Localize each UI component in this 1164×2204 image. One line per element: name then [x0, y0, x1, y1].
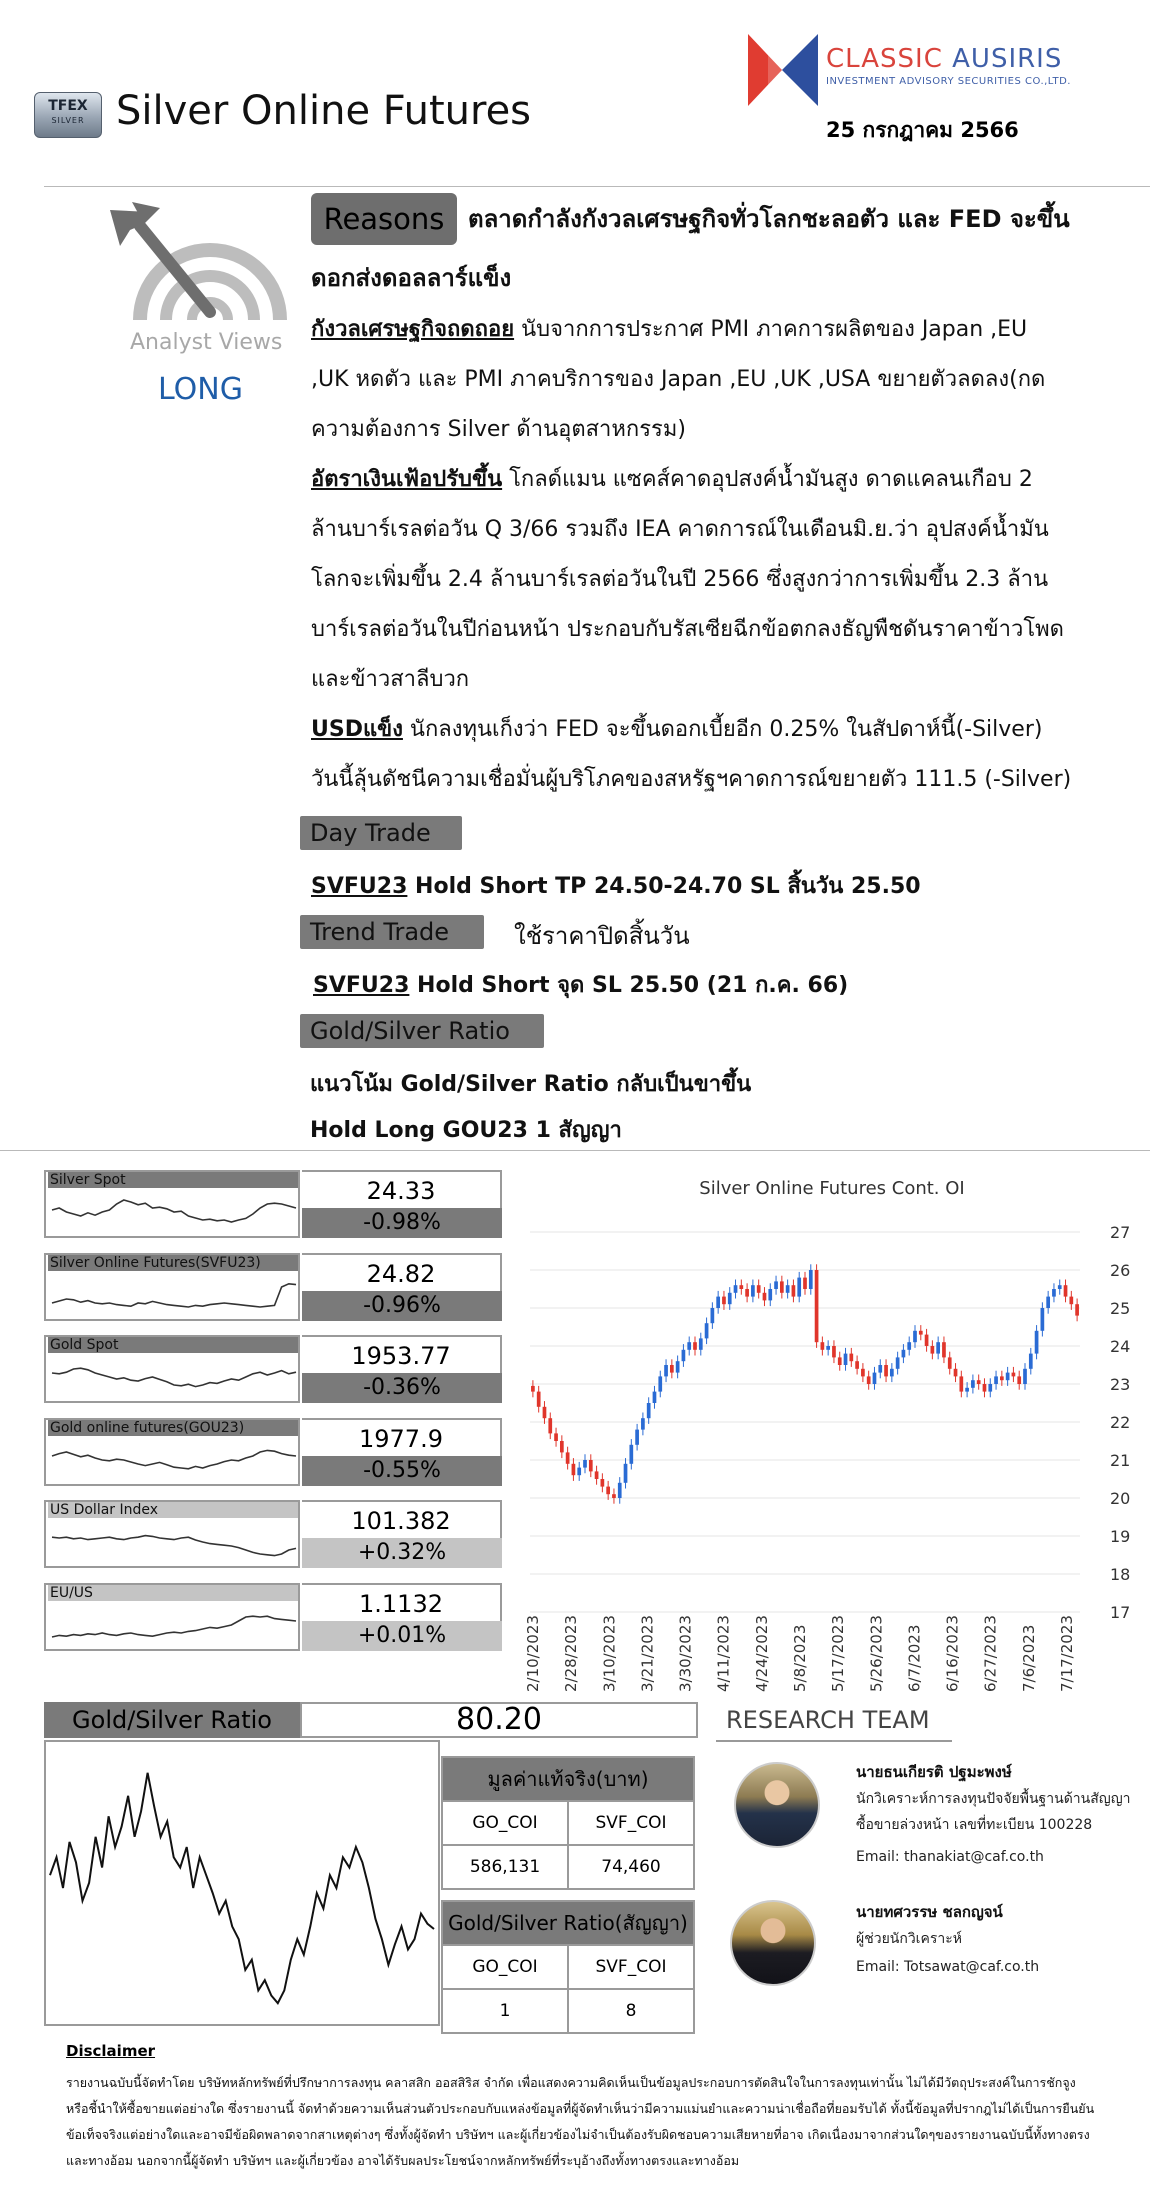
broker-logo-icon	[748, 34, 818, 106]
chart-x-tick-label: 5/17/2023	[829, 1615, 848, 1692]
indicator-value: 1953.77	[302, 1335, 502, 1373]
candlestick	[757, 1280, 761, 1299]
reason-1-line: ,UK หดตัว และ PMI ภาคบริการของ Japan ,EU ,UK ,USA ขยายตัวลดลง(กด	[311, 367, 1046, 392]
chart-title: Silver Online Futures Cont. OI	[699, 1178, 965, 1199]
indicator-sparkline	[44, 1253, 300, 1321]
reasons-headline-2: ดอกส่งดอลลาร์แข็ง	[311, 264, 512, 292]
broker-name	[826, 44, 1062, 74]
disclaimer-line: หรือชี้นำให้ซื้อขายแต่อย่างใด ซึ่งรายงานนี้ จัดทำด้วยความเห็นส่วนตัวประกอบกับแหล่งข้อมูลที่ผู้จัดทำเห็นว่ามีความแม่นยำและความน่าเชื่อถือที่ยอมรับได้ ทั้งนี้ข้อมูลที่ปรากฎไม่ได้เป็นการยืนยัน	[66, 2101, 1095, 2116]
indicator-title: US Dollar Index	[48, 1502, 298, 1518]
candlestick	[890, 1363, 894, 1382]
candlestick	[902, 1344, 906, 1363]
chart-y-ticks	[1110, 1223, 1130, 1622]
gsr-line-chart	[44, 1740, 440, 2026]
analyst-2-info	[856, 1926, 1039, 1980]
trend-trade-symbol: SVFU23	[313, 973, 410, 998]
candlestick	[566, 1447, 570, 1470]
reason-1-title: กังวลเศรษฐกิจถดถอย	[311, 317, 515, 342]
disclaimer-line: รายงานฉบับนี้จัดทำโดย บริษัทหลักทรัพย์ที่ปรึกษาการลงทุน คลาสสิก ออสสิริส จำกัด เพื่อแสดงความคิดเห็นเป็นข้อมูลประกอบการตัดสินใจในการลงทุนเท่านั้น ไม่ได้มีวัตถุประสงค์ในการชักจูง	[66, 2075, 1076, 2090]
candlestick	[577, 1462, 581, 1481]
candlestick	[994, 1371, 998, 1390]
indicator-panel	[44, 1253, 504, 1321]
reason-2-line: โกลด์แมน แซคส์คาดอุปสงค์น้ำมันสูง ดาดแคลนเกือบ 2	[502, 467, 1033, 492]
candlestick	[739, 1280, 743, 1295]
candlestick	[1035, 1325, 1039, 1359]
candlestick	[809, 1264, 813, 1294]
candlestick	[647, 1397, 651, 1424]
indicator-sparkline-line	[52, 1450, 296, 1468]
candlestick	[658, 1371, 662, 1398]
candlestick	[734, 1280, 738, 1299]
indicator-change: -0.96%	[302, 1291, 502, 1321]
analyst-1-role: นักวิเคราะห์การลงทุนปัจจัยพื้นฐานด้านสัญญา	[856, 1791, 1131, 1807]
indicator-change: +0.32%	[302, 1538, 502, 1568]
chart-y-tick-label: 24	[1110, 1337, 1131, 1356]
indicator-value: 1977.9	[302, 1418, 502, 1456]
candlestick	[826, 1340, 830, 1355]
ratio-cell: 8	[568, 1989, 694, 2033]
candlestick	[531, 1380, 535, 1397]
chart-x-tick-label: 6/16/2023	[943, 1615, 962, 1692]
header-divider	[44, 186, 1150, 187]
candlestick	[867, 1371, 871, 1390]
candlestick	[716, 1291, 720, 1314]
indicator-sparkline	[44, 1500, 300, 1568]
candlestick	[664, 1359, 668, 1382]
candlestick	[821, 1337, 825, 1356]
chart-x-tick-label: 7/17/2023	[1058, 1615, 1076, 1692]
candlestick	[803, 1272, 807, 1295]
candlestick	[548, 1413, 552, 1440]
candlestick	[786, 1280, 790, 1299]
indicator-panel	[44, 1500, 504, 1568]
candlestick	[682, 1344, 686, 1367]
indicator-value: 101.382	[302, 1500, 502, 1538]
candlestick	[959, 1371, 963, 1398]
candlestick	[670, 1359, 674, 1378]
ratio-col-header: SVF_COI	[568, 1945, 694, 1989]
indicator-value: 24.82	[302, 1253, 502, 1291]
reason-paragraph-3	[311, 705, 1111, 805]
gsr-value: 80.20	[300, 1702, 698, 1738]
chart-y-tick-label: 21	[1110, 1451, 1131, 1470]
candlestick	[606, 1481, 610, 1500]
candlestick	[589, 1454, 593, 1477]
candlestick	[797, 1272, 801, 1302]
candlestick	[925, 1329, 929, 1352]
analyst-view-value: LONG	[158, 372, 243, 407]
day-trade-instruction	[311, 868, 921, 903]
indicator-title: Silver Online Futures(SVFU23)	[48, 1255, 298, 1271]
chart-x-tick-label: 2/28/2023	[562, 1615, 581, 1692]
broker-name-classic: CLASSIC	[826, 44, 943, 74]
reason-2-line: โลกจะเพิ่มขึ้น 2.4 ล้านบาร์เรลต่อวันในปี 2566 ซึ่งสูงกว่าการเพิ่มขึ้น 2.3 ล้าน	[311, 567, 1049, 592]
coi-col-header: SVF_COI	[568, 1801, 694, 1845]
candlestick	[1012, 1367, 1016, 1382]
chart-x-tick-label: 3/30/2023	[676, 1615, 695, 1692]
candlestick	[653, 1386, 657, 1409]
tfex-logo	[34, 92, 102, 138]
candlestick	[988, 1378, 992, 1397]
candlestick	[763, 1287, 767, 1306]
reason-3-line: นักลงทุนเก็งว่า FED จะขึ้นดอกเบี้ยอีก 0.25% ในสัปดาห์นี้(-Silver)	[402, 717, 1043, 742]
tfex-logo-sub: SILVER	[51, 116, 85, 125]
candlestick	[612, 1489, 616, 1504]
gsr-title: Gold/Silver Ratio	[44, 1702, 300, 1738]
reason-3-line: วันนี้ลุ้นดัชนีความเชื่อมั่นผู้บริโภคของสหรัฐฯคาดการณ์ขยายตัว 111.5 (-Silver)	[311, 767, 1072, 792]
candlestick	[693, 1337, 697, 1356]
day-trade-label: Day Trade	[300, 816, 462, 850]
candlestick	[711, 1302, 715, 1329]
candlestick	[942, 1337, 946, 1364]
candlestick	[844, 1348, 848, 1371]
indicator-sparkline-line	[52, 1200, 296, 1222]
coi-table-title: มูลค่าแท้จริง(บาท)	[442, 1757, 694, 1801]
disclaimer-line: ข้อเท็จจริงแต่อย่างใดและอาจมีข้อผิดพลาดจากสาเหตุต่างๆ ซึ่งทั้งผู้จัดทำ บริษัทฯ และผู้เกี่ยวข้องไม่จำเป็นต้องรับผิดชอบความเสียหายที่อาจ เกิดเนื่องมาจากส่วนใดๆของรายงานฉบับนี้ทั้งทางตรง	[66, 2127, 1090, 2142]
candlestick	[1075, 1299, 1079, 1322]
candlestick	[873, 1367, 877, 1390]
report-date: 25 กรกฎาคม 2566	[826, 118, 1019, 142]
page-title: Silver Online Futures	[116, 88, 532, 134]
section-divider	[0, 1150, 1150, 1151]
chart-y-tick-label: 17	[1110, 1603, 1131, 1622]
candlestick	[849, 1348, 853, 1367]
indicator-sparkline	[44, 1418, 300, 1486]
indicator-title: EU/US	[48, 1585, 298, 1601]
analyst-1-email: Email: thanakiat@caf.co.th	[856, 1849, 1044, 1865]
analyst-views-label: Analyst Views	[130, 330, 283, 355]
indicator-sparkline	[44, 1335, 300, 1403]
target-arrow-icon	[100, 200, 290, 330]
silver-futures-chart	[520, 1160, 1150, 1700]
candlestick	[1064, 1280, 1068, 1303]
trend-trade-text: Hold Short จุด SL 25.50 (21 ก.ค. 66)	[409, 973, 849, 998]
disclaimer-text	[66, 2070, 1146, 2174]
ratio-table-title: Gold/Silver Ratio(สัญญา)	[442, 1901, 694, 1945]
analyst-1-registration: ซื้อขายล่วงหน้า เลขที่ทะเบียน 100228	[856, 1817, 1093, 1833]
indicator-panel	[44, 1583, 504, 1651]
indicator-sparkline-line	[52, 1536, 296, 1556]
ratio-hold-text: Hold Long GOU23 1 สัญญา	[310, 1118, 622, 1143]
chart-x-tick-label: 4/24/2023	[752, 1615, 771, 1692]
disclaimer-line: และทางอ้อม นอกจากนี้ผู้จัดทำ บริษัทฯ และผู้เกี่ยวข้อง อาจได้รับผลประโยชน์จากหลักทรัพย์ที่ระบุอ้างถึงทั้งทางตรงและทางอ้อม	[66, 2153, 740, 2168]
analyst-2-email: Email: Totsawat@caf.co.th	[856, 1959, 1040, 1975]
candlestick	[936, 1337, 940, 1360]
indicator-title: Silver Spot	[48, 1172, 298, 1188]
reasons-badge: Reasons	[311, 193, 457, 245]
candlestick	[560, 1435, 564, 1458]
broker-name-ausiris: AUSIRIS	[952, 44, 1063, 74]
candlestick	[855, 1356, 859, 1375]
candlestick	[618, 1477, 622, 1504]
chart-y-tick-label: 22	[1110, 1413, 1131, 1432]
reason-2-line: ล้านบาร์เรลต่อวัน Q 3/66 รวมถึง IEA คาดการณ์ในเดือนมิ.ย.ว่า อุปสงค์น้ำมัน	[311, 517, 1049, 542]
chart-x-ticks	[524, 1615, 1076, 1692]
broker-subtitle: INVESTMENT ADVISORY SECURITIES CO.,LTD.	[826, 76, 1071, 87]
candlestick	[699, 1333, 703, 1356]
chart-x-tick-label: 7/6/2023	[1019, 1624, 1038, 1692]
indicator-sparkline-line	[52, 1368, 296, 1386]
candlestick	[913, 1325, 917, 1348]
analyst-1-name: นายธนเกียรติ ปฐมะพงษ์	[856, 1763, 1012, 1781]
chart-y-tick-label: 27	[1110, 1223, 1131, 1242]
indicator-change: -0.36%	[302, 1373, 502, 1403]
analyst-1-info	[856, 1786, 1131, 1870]
candlestick	[896, 1352, 900, 1375]
candlestick	[624, 1458, 628, 1488]
candlestick	[1046, 1291, 1050, 1314]
candlestick	[861, 1363, 865, 1382]
reason-3-title: USDแข็ง	[311, 717, 403, 742]
chart-y-tick-label: 23	[1110, 1375, 1131, 1394]
gold-silver-ratio-label: Gold/Silver Ratio	[300, 1014, 544, 1048]
trend-trade-note: ใช้ราคาปิดสิ้นวัน	[514, 922, 690, 950]
candlestick	[641, 1413, 645, 1436]
chart-x-tick-label: 3/21/2023	[638, 1615, 657, 1692]
analyst-2-name: นายทศวรรษ ชลกญจน์	[856, 1903, 1003, 1921]
candlestick	[919, 1325, 923, 1340]
candlestick	[1029, 1348, 1033, 1375]
candlestick	[537, 1386, 541, 1413]
chart-y-tick-label: 18	[1110, 1565, 1131, 1584]
candlestick	[572, 1458, 576, 1481]
candlestick	[1069, 1291, 1073, 1310]
candlestick	[878, 1359, 882, 1378]
candlestick	[676, 1356, 680, 1379]
candlestick	[954, 1363, 958, 1382]
indicator-title: Gold Spot	[48, 1337, 298, 1353]
candlestick	[948, 1352, 952, 1375]
day-trade-text: Hold Short TP 24.50-24.70 SL สิ้นวัน 25.50	[407, 874, 921, 899]
chart-x-tick-label: 5/26/2023	[867, 1615, 886, 1692]
ratio-trend-text: แนวโน้ม Gold/Silver Ratio กลับเป็นขาขึ้น	[310, 1072, 752, 1097]
candlestick	[583, 1454, 587, 1473]
chart-y-tick-label: 26	[1110, 1261, 1131, 1280]
analyst-photo-avatar	[734, 1762, 820, 1848]
coi-cell: 74,460	[568, 1845, 694, 1889]
candlestick	[635, 1424, 639, 1451]
candlestick	[971, 1375, 975, 1394]
candlestick	[983, 1378, 987, 1397]
candlestick	[884, 1359, 888, 1382]
indicator-value: 1.1132	[302, 1583, 502, 1621]
candlestick	[705, 1318, 709, 1345]
indicator-panel	[44, 1418, 504, 1486]
candlestick	[1017, 1371, 1021, 1390]
candlestick	[554, 1428, 558, 1447]
candlestick	[931, 1340, 935, 1359]
coi-col-header: GO_COI	[442, 1801, 568, 1845]
trend-trade-label: Trend Trade	[300, 915, 484, 949]
candlestick	[1023, 1363, 1027, 1390]
tfex-logo-text: TFEX	[48, 98, 88, 114]
research-team-title: RESEARCH TEAM	[726, 1706, 930, 1734]
indicator-title: Gold online futures(GOU23)	[48, 1420, 298, 1436]
indicator-change: -0.55%	[302, 1456, 502, 1486]
chart-x-tick-label: 4/11/2023	[714, 1615, 733, 1692]
indicator-change: +0.01%	[302, 1621, 502, 1651]
reason-1-line: นับจากการประกาศ PMI ภาคการผลิตของ Japan ,EU	[514, 317, 1028, 342]
indicator-sparkline-line	[52, 1616, 296, 1637]
candlestick	[722, 1291, 726, 1310]
candlestick	[838, 1352, 842, 1371]
candlestick	[1006, 1367, 1010, 1386]
candlestick	[792, 1280, 796, 1303]
candlestick	[780, 1276, 784, 1299]
indicator-panel	[44, 1170, 504, 1238]
research-divider	[716, 1740, 952, 1742]
chart-y-tick-label: 25	[1110, 1299, 1131, 1318]
candlestick	[751, 1280, 755, 1303]
candlestick	[543, 1401, 547, 1424]
candlestick	[907, 1337, 911, 1356]
indicator-sparkline	[44, 1170, 300, 1238]
candlestick	[601, 1473, 605, 1492]
indicator-sparkline-line	[52, 1283, 296, 1306]
indicator-change: -0.98%	[302, 1208, 502, 1238]
reason-2-line: บาร์เรลต่อวันในปีก่อนหน้า ประกอบกับรัสเซียฉีกข้อตกลงธัญพืชดันราคาข้าวโพด	[311, 617, 1064, 642]
indicator-sparkline	[44, 1583, 300, 1651]
day-trade-symbol: SVFU23	[311, 874, 408, 899]
candlestick	[1058, 1280, 1062, 1295]
candlestick	[728, 1287, 732, 1310]
reason-2-title: อัตราเงินเฟ้อปรับขึ้น	[311, 467, 503, 492]
candlestick	[774, 1276, 778, 1295]
reason-paragraph-1	[311, 305, 1111, 455]
candlestick	[768, 1283, 772, 1306]
coi-value-table	[441, 1756, 695, 1890]
chart-y-tick-label: 20	[1110, 1489, 1131, 1508]
indicator-value: 24.33	[302, 1170, 502, 1208]
reason-2-line: และข้าวสาลีบวก	[311, 667, 470, 692]
indicator-panel	[44, 1335, 504, 1403]
candlestick	[745, 1283, 749, 1302]
trend-trade-instruction	[313, 967, 848, 1002]
chart-y-tick-label: 19	[1110, 1527, 1131, 1546]
candlestick	[815, 1264, 819, 1348]
ratio-contract-table	[441, 1900, 695, 2034]
analyst-2-role: ผู้ช่วยนักวิเคราะห์	[856, 1931, 962, 1947]
chart-x-tick-label: 5/8/2023	[791, 1624, 809, 1692]
coi-cell: 586,131	[442, 1845, 568, 1889]
chart-x-tick-label: 3/10/2023	[600, 1615, 619, 1692]
chart-x-tick-label: 6/27/2023	[981, 1615, 1000, 1692]
candlestick	[1052, 1283, 1056, 1302]
candlestick	[977, 1375, 981, 1390]
candlestick	[629, 1439, 633, 1469]
assistant-photo-avatar	[730, 1900, 816, 1986]
chart-x-tick-label: 6/7/2023	[905, 1624, 924, 1692]
candlestick	[832, 1340, 836, 1363]
disclaimer-title: Disclaimer	[66, 2042, 156, 2060]
candlestick	[1041, 1302, 1045, 1336]
candlestick	[687, 1337, 691, 1356]
ratio-cell: 1	[442, 1989, 568, 2033]
reason-1-line: ความต้องการ Silver ด้านอุตสาหกรรม)	[311, 417, 686, 442]
ratio-col-header: GO_COI	[442, 1945, 568, 1989]
chart-x-tick-label: 2/10/2023	[524, 1615, 542, 1692]
reason-paragraph-2	[311, 455, 1111, 705]
candlestick	[595, 1466, 599, 1485]
reasons-headline-1: ตลาดกำลังกังวลเศรษฐกิจทั่วโลกชะลอตัว และ FED จะขึ้น	[468, 205, 1070, 233]
